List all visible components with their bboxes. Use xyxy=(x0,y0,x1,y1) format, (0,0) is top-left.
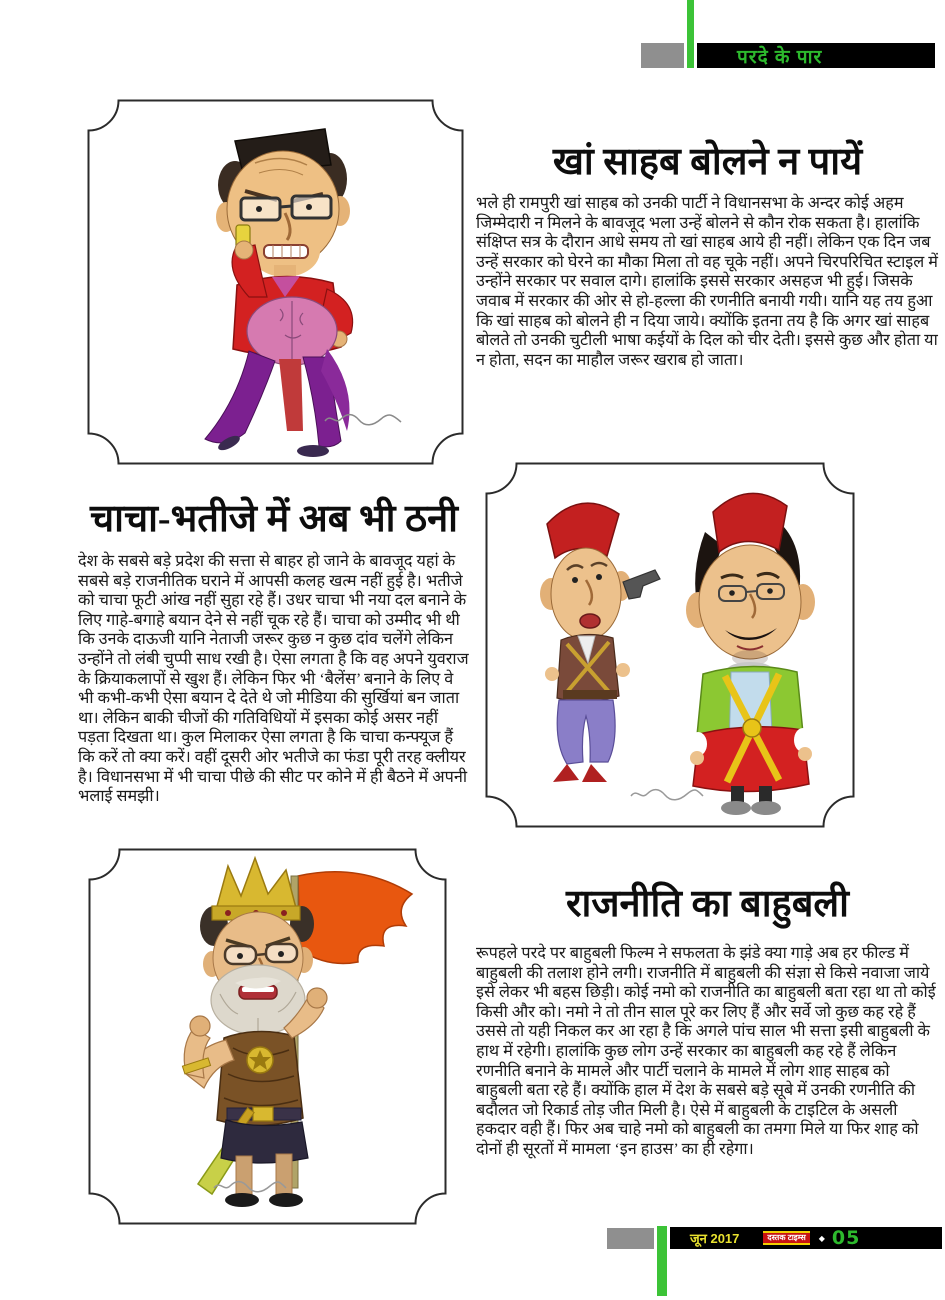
cartoon-politician-red-jacket xyxy=(87,99,464,465)
baggy-pants xyxy=(557,700,615,764)
saffron-flag xyxy=(298,872,412,964)
headline-rajneeti-bahubali: राजनीति का बाहुबली xyxy=(565,883,850,925)
cartoon-frame-politician-red-jacket xyxy=(87,99,464,465)
cartoon-frame-two-leaders xyxy=(485,462,855,828)
footer-bar xyxy=(670,1227,942,1249)
toy-gun xyxy=(623,570,660,599)
purple-robe xyxy=(205,351,275,443)
red-cap xyxy=(713,493,787,552)
hand-on-pole xyxy=(307,988,327,1008)
section-tab xyxy=(697,43,935,68)
footer-green-bar xyxy=(657,1226,667,1296)
cartoon-frame-bahubali xyxy=(88,848,447,1225)
footer-month-year: जून 2017 xyxy=(690,1231,740,1246)
gold-crown xyxy=(216,858,296,910)
magazine-logo: दस्तक टाइम्स xyxy=(763,1231,809,1245)
article-chacha-bhatije-body: देश के सबसे बड़े प्रदेश की सत्ता से बाहर हो जाने के बावजूद यहां के सबसे बड़े राजनीतिक घराने में आपसी कलह खत्म नहीं हुई है। भतीजे को चाचा फूटी आंख नहीं सुहा रहे हैं। उधर चाचा भी नया दल बनाने के लिए गाहे-बगाहे बयान देने से नहीं चूक रहे हैं। चाचा को उम्मीद भी थी कि उनके दाऊजी यानि नेताजी जरूर कुछ न कुछ दांव चलेंगे लेकिन उन्होंने तो लंबी चुप्पी साध रखी है। ऐसा लगता है कि वह अपने युवराज के क्रियाकलापों से खुश हैं। लेकिन फिर भी ‘बैलेंस’ बनाने के लिए वे भी कभी-कभी ऐसा बयान दे देते थे जो मीडिया की सुर्खियां बन जाता था। लेकिन बाकी चीजों की गतिविधियों में इसका कोई असर नहीं पड़ता दिखता था। कुल मिलाकर ऐसा लगता है कि चाचा कन्फ्यूज हैं कि करें तो क्या करें। वहीं दूसरी ओर भतीजे का फंडा पूरी तरह क्लीयर है। विधानसभा में भी चाचा पीछे की सीट पर कोने में ही बैठने में अपनी भलाई समझी। xyxy=(78,552,469,806)
open-mouth xyxy=(580,614,600,628)
caricature-nephew xyxy=(540,503,660,782)
footer-gray-block xyxy=(607,1228,654,1249)
caricature-man-black-cap xyxy=(205,129,401,457)
header-green-bar xyxy=(687,0,694,68)
cartoon-two-leaders-red-caps xyxy=(485,462,855,828)
cartoon-warrior-saffron-flag xyxy=(88,848,447,1225)
caricature-warrior xyxy=(182,858,412,1207)
mouth xyxy=(264,245,308,258)
headline-khan-sahab: खां साहब बोलने न पायें xyxy=(552,141,863,183)
artist-signature xyxy=(631,790,703,800)
headline-chacha-bhatije: चाचा-भतीजे में अब भी ठनी xyxy=(89,498,459,540)
header-gray-block xyxy=(641,43,684,68)
section-tab-label: परदे के पार xyxy=(737,46,823,68)
caricature-uncle xyxy=(686,493,815,815)
page-number: 05 xyxy=(831,1227,861,1249)
article-khan-sahab-body: भले ही रामपुरी खां साहब को उनकी पार्टी ने विधानसभा के अन्दर कोई अहम जिम्मेदारी न मिलने के बावजूद भला उन्हें बोलने से कौन रोक सकता है। हालांकि संक्षिप्त सत्र के दौरान आधे समय तो खां साहब आये ही नहीं। लेकिन एक दिन जब उन्हें सरकार को घेरने का मौका मिला तो वह चूके नहीं। अपने चिरपरिचित स्टाइल में उन्होंने सरकार पर सवाल दागे। हालांकि इससे सरकार असहज भी हुई। जिसके जवाब में सरकार की ओर से हो-हल्ला की रणनीति बनायी गयी। यानि यह तय हुआ कि खां साहब को बोलने ही न दिया जाये। क्योंकि इतना तय है कि अगर खां साहब बोलते तो उनकी चुटीली भाषा कईयों के दिल को चीर देती। इससे कुछ और होता या न होता, सदन का माहौल जरूर खराब हो जाता। xyxy=(476,194,938,369)
diamond-icon: ◆ xyxy=(818,1233,825,1243)
article-rajneeti-bahubali-body: रूपहले परदे पर बाहुबली फिल्म ने सफलता के झंडे क्या गाड़े अब हर फील्ड में बाहुबली की तलाश होने लगी। राजनीति में बाहुबली की संज्ञा से किसे नवाजा जाये इसे लेकर भी बहस छिड़ी। कोई नमो को राजनीति का बाहुबली बता रहा था तो कोई किसी और को। नमो ने तो तीन साल पूरे कर लिए हैं और सर्वे जो कुछ कह रहे हैं उससे तो यही निकल कर आ रहा है कि अगले पांच साल भी सत्ता इसी बाहुबली के हाथ में रहेगी। हालांकि कुछ लोग उन्हें सरकार का बाहुबली कह रहे हैं लेकिन रणनीति बनाने के मामले और पार्टी चलाने के मामले में लोग शाह साहब को बाहुबली बता रहे हैं। क्योंकि हाल में देश के सबसे बड़े सूबे में उनकी रणनीति की बदौलत जो रिकार्ड तोड़ जीत मिली है। ऐसे में बाहुबली के टाइटिल के असली हकदार वही हैं। फिर अब चाहे नमो को बाहुबली का तमगा मिले या फिर शाह को दोनों ही सूरतों में मामला ‘इन हाउस’ का ही रहेगा। xyxy=(476,944,936,1158)
